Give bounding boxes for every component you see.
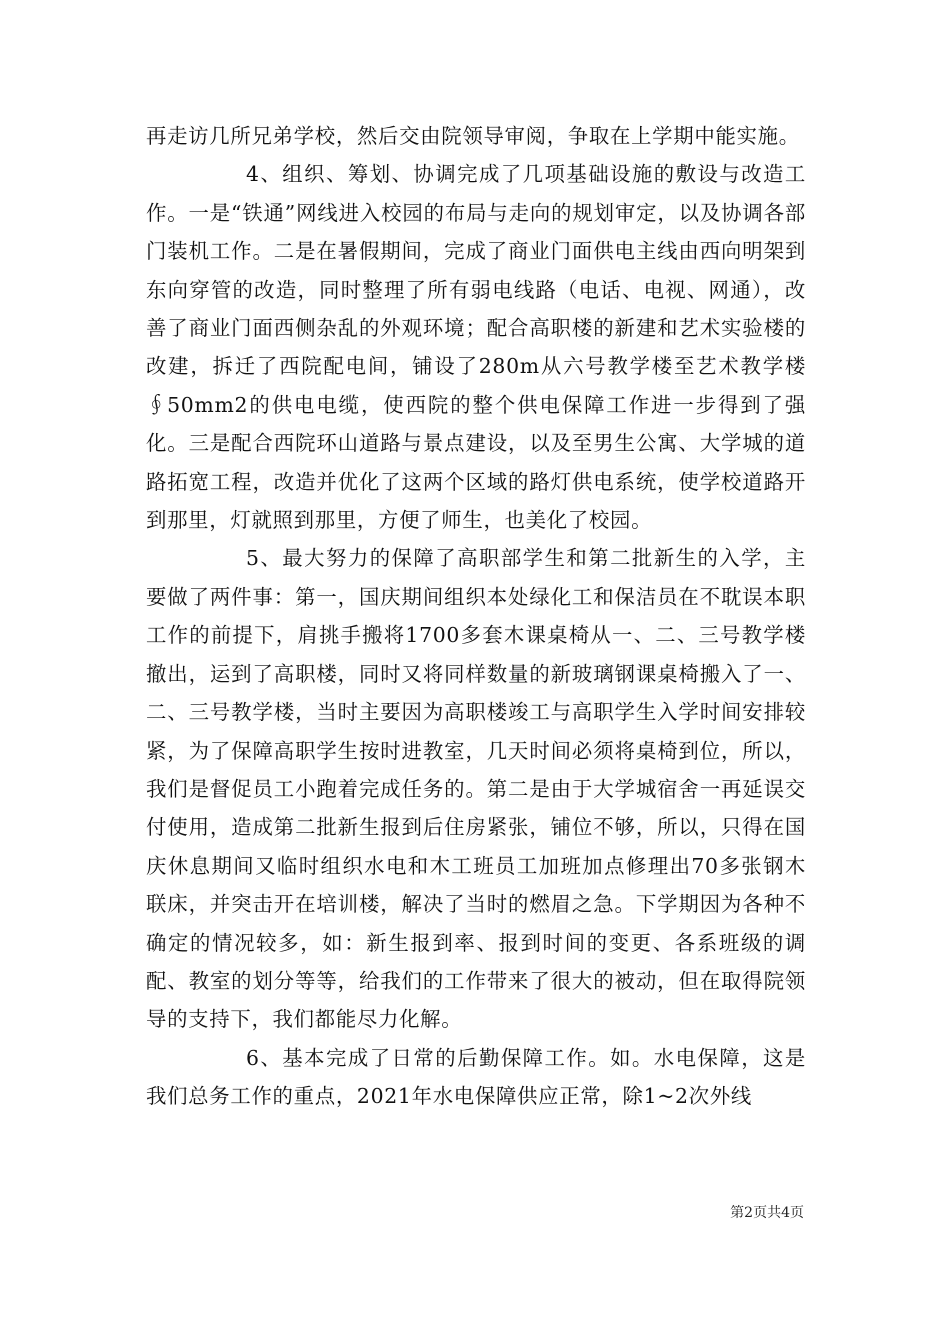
page-number-footer: 第2页共4页 bbox=[730, 1205, 804, 1221]
paragraph-item-6: 6、基本完成了日常的后勤保障工作。如。水电保障，这是我们总务工作的重点，2021年水电保障供应正常，除1~2次外线 bbox=[146, 1045, 806, 1109]
document-body bbox=[146, 117, 806, 1116]
paragraph-item-4: 4、组织、筹划、协调完成了几项基础设施的敷设与改造工作。一是“铁通”网线进入校园的布局与走向的规划审定，以及协调各部门装机工作。二是在暑假期间，完成了商业门面供电主线由西向明架到东向穿管的改造，同时整理了所有弱电线路（电话、电视、网通），改善了商业门面西侧杂乱的外观环境；配合高职楼的新建和艺术实验楼的改建，拆迁了西院配电间，铺设了280m从六号教学楼至艺术教学楼∮50mm2的供电电缆，使西院的整个供电保障工作进一步得到了强化。三是配合西院环山道路与景点建设，以及至男生公寓、大学城的道路拓宽工程，改造并优化了这两个区域的路灯供电系统，使学校道路开到那里，灯就照到那里，方便了师生，也美化了校园。 bbox=[146, 162, 806, 533]
paragraph-item-5: 5、最大努力的保障了高职部学生和第二批新生的入学，主要做了两件事：第一，国庆期间组织本处绿化工和保洁员在不耽误本职工作的前提下，肩挑手搬将1700多套木课桌椅从一、二、三号教学楼撤出，运到了高职楼，同时又将同样数量的新玻璃钢课桌椅搬入了一、二、三号教学楼，当时主要因为高职楼竣工与高职学生入学时间安排较紧，为了保障高职学生按时进教室，几天时间必须将桌椅到位，所以，我们是督促员工小跑着完成任务的。第二是由于大学城宿舍一再延误交付使用，造成第二批新生报到后住房紧张，铺位不够，所以，只得在国庆休息期间又临时组织水电和木工班员工加班加点修理出70多张钢木联床，并突击开在培训楼，解决了当时的燃眉之急。下学期因为各种不确定的情况较多，如：新生报到率、报到时间的变更、各系班级的调配、教室的划分等等，给我们的工作带来了很大的被动，但在取得院领导的支持下，我们都能尽力化解。 bbox=[146, 546, 806, 1032]
paragraph-continuation: 再走访几所兄弟学校，然后交由院领导审阅，争取在上学期中能实施。 bbox=[146, 124, 800, 148]
